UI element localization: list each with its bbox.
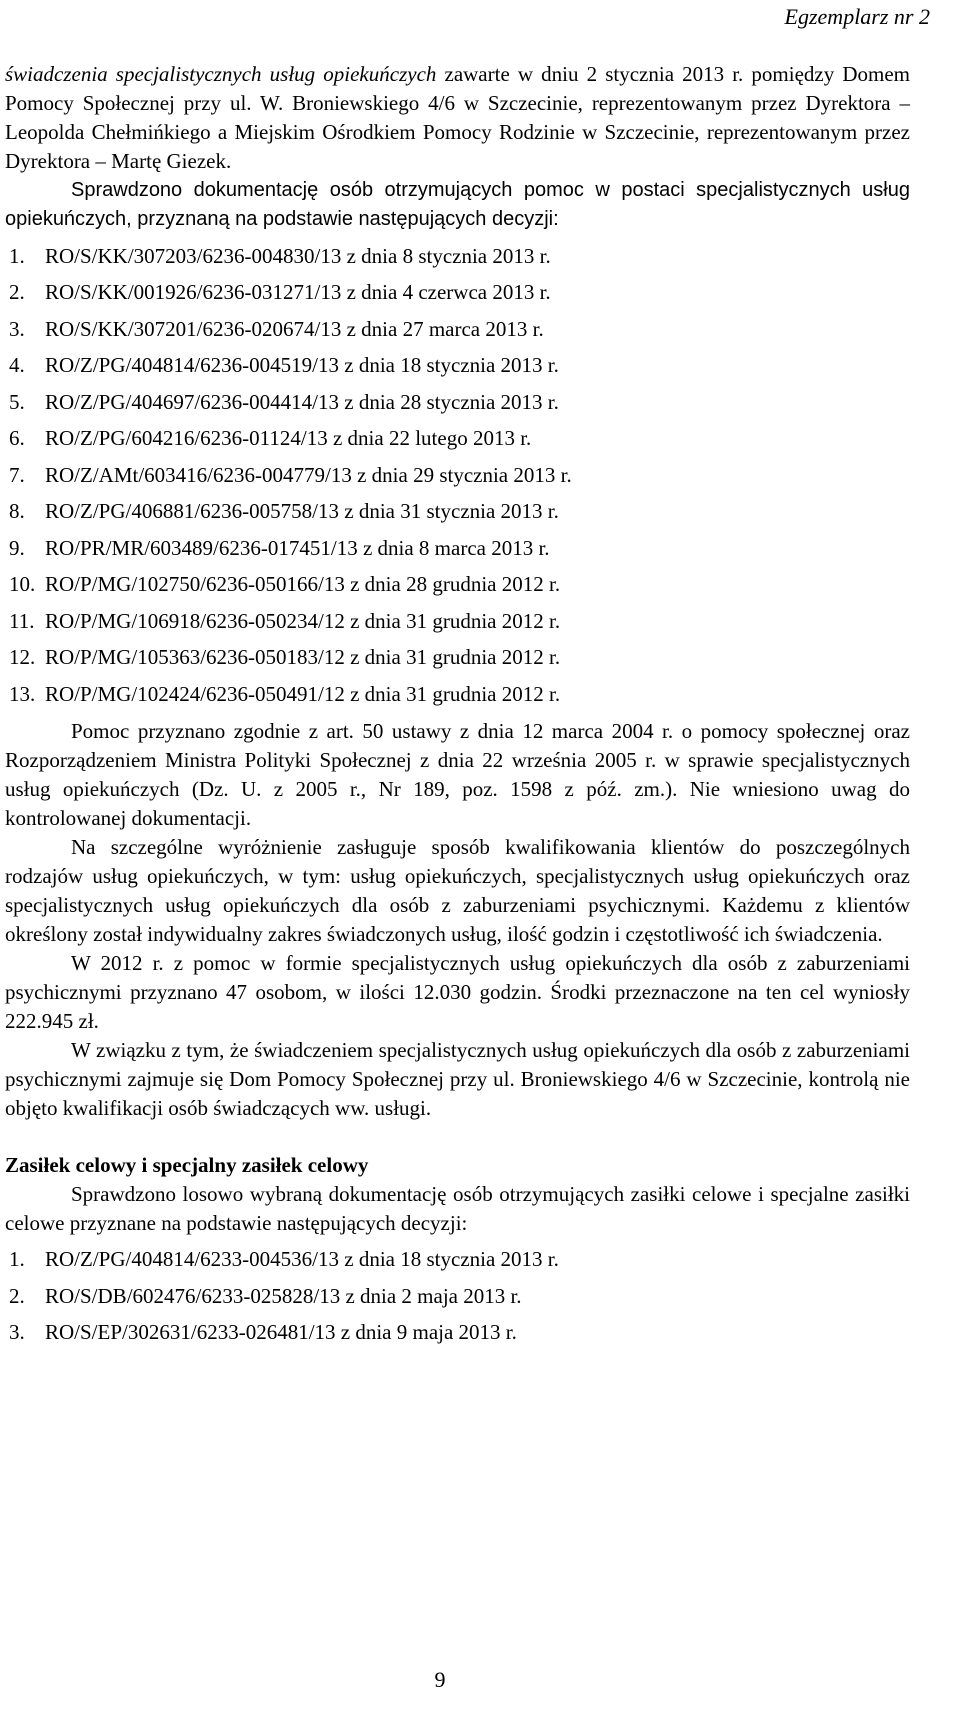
list-item-number: 10.	[9, 572, 36, 597]
list-item	[5, 567, 910, 604]
paragraph-distinction: Na szczególne wyróżnienie zasługuje sposób kwalifikowania klientów do poszczególnych rodzajów usług opiekuńczych, w tym: usług opiekuńczych, specjalistycznych usług opiekuńczych oraz specjalistycznych usług opiekuńczych dla osób z zaburzeniami psychicznymi. Każdemu z klientów określony został indywidualny zakres świadczonych usług, ilość godzin i częstotliwość ich świadczenia.	[5, 834, 910, 946]
list-item-number: 8.	[9, 499, 25, 524]
list-item-text: RO/Z/PG/406881/6236-005758/13 z dnia 31 stycznia 2013 r.	[45, 499, 559, 524]
list-item-text: RO/P/MG/106918/6236-050234/12 z dnia 31 grudnia 2012 r.	[45, 608, 561, 633]
paragraph-legal-basis: Pomoc przyznano zgodnie z art. 50 ustawy z dnia 12 marca 2004 r. o pomocy społecznej oraz Rozporządzeniem Ministra Polityki Społecznej z dnia 22 września 2005 r. w sprawie specjalistycznych usług opiekuńczych (Dz. U. z 2005 r., Nr 189, poz. 1598 z póź. zm.). Nie wniesiono uwag do kontrolowanej dokumentacji.	[5, 718, 910, 830]
paragraph-2012: W 2012 r. z pomoc w formie specjalistycznych usług opiekuńczych dla osób z zaburzeniami psychicznymi przyznano 47 osobom, w ilości 12.030 godzin. Środki przeznaczone na ten cel wyniosły 222.945 zł.	[5, 950, 910, 1033]
document-body	[5, 60, 910, 1351]
list-item-number: 1.	[9, 243, 25, 268]
list-item	[5, 275, 910, 312]
paragraph-scope: W związku z tym, że świadczeniem specjalistycznych usług opiekuńczych dla osób z zaburzeniami psychicznymi zajmuje się Dom Pomocy Społecznej przy ul. Broniewskiego 4/6 w Szczecinie, kontrolą nie objęto kwalifikacji osób świadczących ww. usługi.	[5, 1037, 910, 1120]
list-item-number: 13.	[9, 681, 36, 706]
list-item	[5, 676, 910, 713]
list-item	[5, 384, 910, 421]
list-item-text: RO/S/KK/307203/6236-004830/13 z dnia 8 stycznia 2013 r.	[45, 243, 551, 268]
section-decision-list	[5, 1242, 910, 1352]
list-item	[5, 494, 910, 531]
intro-paragraph	[5, 60, 910, 176]
list-item	[5, 348, 910, 385]
list-item	[5, 530, 910, 567]
list-item-text: RO/Z/PG/404814/6233-004536/13 z dnia 18 stycznia 2013 r.	[45, 1247, 559, 1272]
list-item-number: 12.	[9, 645, 36, 670]
list-item-number: 2.	[9, 1283, 25, 1308]
list-item	[5, 421, 910, 458]
checked-paragraph: Sprawdzono dokumentację osób otrzymujących pomoc w postaci specjalistycznych usług opiekuńczych, przyznaną na podstawie następujących decyzji:	[5, 179, 910, 230]
list-item	[5, 311, 910, 348]
list-item-text: RO/Z/AMt/603416/6236-004779/13 z dnia 29 stycznia 2013 r.	[45, 462, 572, 487]
list-item	[5, 1242, 910, 1279]
list-item	[5, 1315, 910, 1352]
section-heading: Zasiłek celowy i specjalny zasiłek celowy	[5, 1152, 369, 1177]
intro-text: zawarte w dniu 2 stycznia 2013 r. pomiędzy Domem Pomocy Społecznej przy ul. W. Broniewskiego 4/6 w Szczecinie, reprezentowanym przez Dyrektora – Leopolda Chełmińkiego a Miejskim Ośrodkiem Pomocy Rodzinie w Szczecinie, reprezentowanym przez Dyrektora – Martę Giezek.	[5, 62, 910, 173]
list-item-number: 3.	[9, 1320, 25, 1345]
list-item-number: 2.	[9, 280, 25, 305]
list-item-text: RO/Z/PG/604216/6236-01124/13 z dnia 22 lutego 2013 r.	[45, 426, 532, 451]
list-item-text: RO/S/EP/302631/6233-026481/13 z dnia 9 maja 2013 r.	[45, 1320, 517, 1345]
list-item	[5, 640, 910, 677]
list-item-text: RO/P/MG/102750/6236-050166/13 z dnia 28 grudnia 2012 r.	[45, 572, 561, 597]
list-item-text: RO/Z/PG/404814/6236-004519/13 z dnia 18 stycznia 2013 r.	[45, 353, 559, 378]
list-item	[5, 457, 910, 494]
list-item-text: RO/P/MG/105363/6236-050183/12 z dnia 31 grudnia 2012 r.	[45, 645, 561, 670]
list-item	[5, 603, 910, 640]
list-item-number: 6.	[9, 426, 25, 451]
intro-italic: świadczenia specjalistycznych usług opiekuńczych	[5, 62, 437, 86]
list-item-text: RO/S/KK/307201/6236-020674/13 z dnia 27 marca 2013 r.	[45, 316, 544, 341]
list-item	[5, 238, 910, 275]
list-item-text: RO/S/KK/001926/6236-031271/13 z dnia 4 czerwca 2013 r.	[45, 280, 551, 305]
list-item-number: 9.	[9, 535, 25, 560]
list-item-number: 7.	[9, 462, 25, 487]
list-item-number: 5.	[9, 389, 25, 414]
list-item	[5, 1278, 910, 1315]
list-item-text: RO/P/MG/102424/6236-050491/12 z dnia 31 grudnia 2012 r.	[45, 681, 561, 706]
list-item-text: RO/PR/MR/603489/6236-017451/13 z dnia 8 marca 2013 r.	[45, 535, 550, 560]
list-item-text: RO/S/DB/602476/6233-025828/13 z dnia 2 maja 2013 r.	[45, 1283, 522, 1308]
list-item-number: 3.	[9, 316, 25, 341]
list-item-number: 4.	[9, 353, 25, 378]
section-text: Sprawdzono losowo wybraną dokumentację osób otrzymujących zasiłki celowe i specjalne zasiłki celowe przyznane na podstawie następujących decyzji:	[5, 1181, 910, 1235]
copy-number: Egzemplarz nr 2	[784, 4, 930, 29]
list-item-text: RO/Z/PG/404697/6236-004414/13 z dnia 28 stycznia 2013 r.	[45, 389, 559, 414]
list-item-number: 11.	[9, 608, 35, 633]
page-number: 9	[434, 1667, 446, 1692]
list-item-number: 1.	[9, 1247, 25, 1272]
decision-list	[5, 238, 910, 713]
